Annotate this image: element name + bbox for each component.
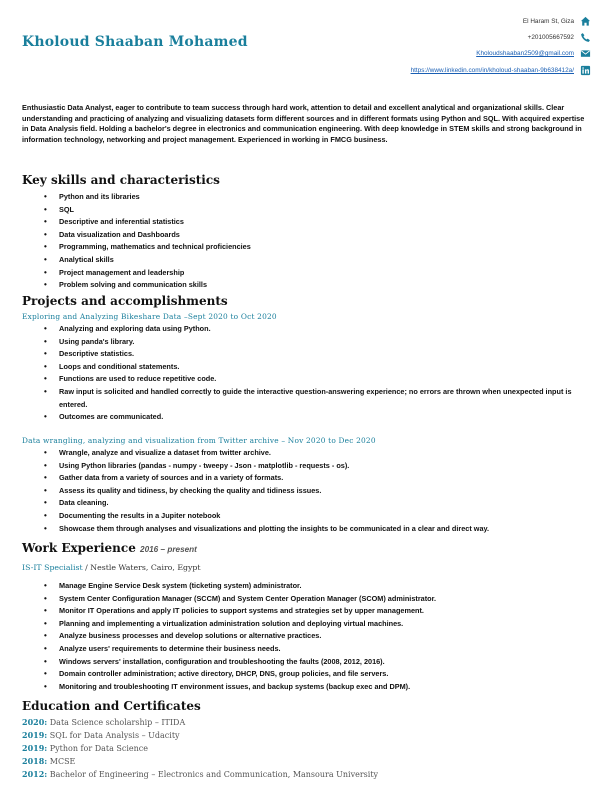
project-list-twitter [44, 447, 584, 535]
email-link[interactable]: Kholoudshaaban2509@gmail.com [476, 50, 574, 57]
education-year: 2020: [22, 717, 48, 727]
profile-summary: Enthusiastic Data Analyst, eager to contribute to team success through hard work, attention to detail and excellent analytical and organizational skills. Clear understanding and practicing of analyzing and visualizing datasets form different sources and in different formats using Python and SQL. With acquired expertise in Data Analysis field. Holding a bachelor's degree in electronics and communication engineering. With deep knowledge in STEM skills and strong background in information technology, networking and project management. Experienced in working in FMCG business. [22, 103, 585, 144]
education-year: 2012: [22, 769, 48, 779]
skills-heading: Key skills and characteristics [22, 173, 220, 187]
list-item: • Analyze users' requirements to determine their business needs. [44, 643, 584, 656]
experience-heading-text: Work Experience [22, 541, 136, 555]
linkedin-icon [580, 65, 591, 76]
candidate-name: Kholoud Shaaban Mohamed [22, 34, 248, 50]
list-item: • Loops and conditional statements. [44, 361, 584, 374]
education-list [22, 716, 378, 781]
experience-heading [22, 541, 197, 555]
list-item: • Outcomes are communicated. [44, 411, 584, 424]
skills-list [44, 191, 584, 292]
list-item: • Wrangle, analyze and visualize a dataset from twitter archive. [44, 447, 584, 460]
job-role: IS-IT Specialist [22, 563, 83, 572]
list-item [22, 729, 378, 742]
education-year: 2019: [22, 743, 48, 753]
list-item: • Analyzing and exploring data using Python. [44, 323, 584, 336]
list-item: • Analyze business processes and develop solutions or alternative practices. [44, 630, 584, 643]
list-item [22, 742, 378, 755]
education-year: 2018: [22, 756, 48, 766]
experience-period: 2016 – present [140, 545, 197, 554]
list-item: • Showcase them through analyses and visualizations and plotting the insights to be communicated in a clear and direct way. [44, 523, 584, 536]
list-item: • Gather data from a variety of sources and in a variety of formats. [44, 472, 584, 485]
list-item: • System Center Configuration Manager (SCCM) and System Center Operation Manager (SCOM) administrator. [44, 593, 584, 606]
list-item: • Project management and leadership [44, 267, 584, 280]
list-item: • Documenting the results in a Jupiter notebook [44, 510, 584, 523]
education-heading: Education and Certificates [22, 699, 201, 713]
list-item: • SQL [44, 204, 584, 217]
list-item: • Domain controller administration; active directory, DHCP, DNS, group policies, and file servers. [44, 668, 584, 681]
project-title-bikeshare: Exploring and Analyzing Bikeshare Data –Sept 2020 to Oct 2020 [22, 312, 277, 321]
list-item: • Raw input is solicited and handled correctly to guide the interactive question-answering experience; no errors are thrown when unexpected input is entered. [44, 386, 584, 411]
job-line [22, 563, 201, 572]
list-item: • Assess its quality and tidiness, by checking the quality and tidiness issues. [44, 485, 584, 498]
projects-heading: Projects and accomplishments [22, 294, 228, 308]
experience-list [44, 580, 584, 693]
list-item [22, 768, 378, 781]
list-item: • Manage Engine Service Desk system (ticketing system) administrator. [44, 580, 584, 593]
list-item: • Analytical skills [44, 254, 584, 267]
linkedin-link[interactable]: https://www.linkedin.com/in/kholoud-shaaban-9b638412a/ [410, 67, 574, 74]
education-text: MCSE [47, 757, 76, 766]
list-item: • Programming, mathematics and technical proficiencies [44, 241, 584, 254]
education-text: SQL for Data Analysis – Udacity [47, 731, 180, 740]
education-text: Bachelor of Engineering – Electronics and Communication, Mansoura University [47, 770, 379, 779]
list-item: • Problem solving and communication skills [44, 279, 584, 292]
list-item: • Descriptive and inferential statistics [44, 216, 584, 229]
home-icon [580, 16, 591, 27]
list-item: • Using panda's library. [44, 336, 584, 349]
list-item [22, 716, 378, 729]
project-list-bikeshare [44, 323, 584, 424]
list-item: • Functions are used to reduce repetitive code. [44, 373, 584, 386]
address-text: El Haram St, Giza [522, 18, 574, 25]
job-employer: / Nestle Waters, Cairo, Egypt [82, 563, 201, 572]
list-item: • Windows servers' installation, configuration and troubleshooting the faults (2008, 2012, 2016). [44, 656, 584, 669]
list-item: • Python and its libraries [44, 191, 584, 204]
list-item: • Descriptive statistics. [44, 348, 584, 361]
list-item [22, 755, 378, 768]
envelope-icon [580, 48, 591, 59]
list-item: • Monitor IT Operations and apply IT policies to support systems and strategies set by upper management. [44, 605, 584, 618]
list-item: • Data visualization and Dashboards [44, 229, 584, 242]
list-item: • Monitoring and troubleshooting IT environment issues, and backup systems (backup exec and DPM). [44, 681, 584, 694]
phone-text: +201005667592 [527, 34, 574, 41]
list-item: • Planning and implementing a virtualization administration solution and deploying virtual machines. [44, 618, 584, 631]
list-item: • Data cleaning. [44, 497, 584, 510]
phone-icon [580, 32, 591, 43]
education-text: Python for Data Science [47, 744, 149, 753]
project-title-twitter: Data wrangling, analyzing and visualization from Twitter archive – Nov 2020 to Dec 2020 [22, 436, 376, 445]
education-text: Data Science scholarship – ITIDA [47, 718, 186, 727]
education-year: 2019: [22, 730, 48, 740]
list-item: • Using Python libraries (pandas - numpy - tweepy - Json - matplotlib - requests - os). [44, 460, 584, 473]
